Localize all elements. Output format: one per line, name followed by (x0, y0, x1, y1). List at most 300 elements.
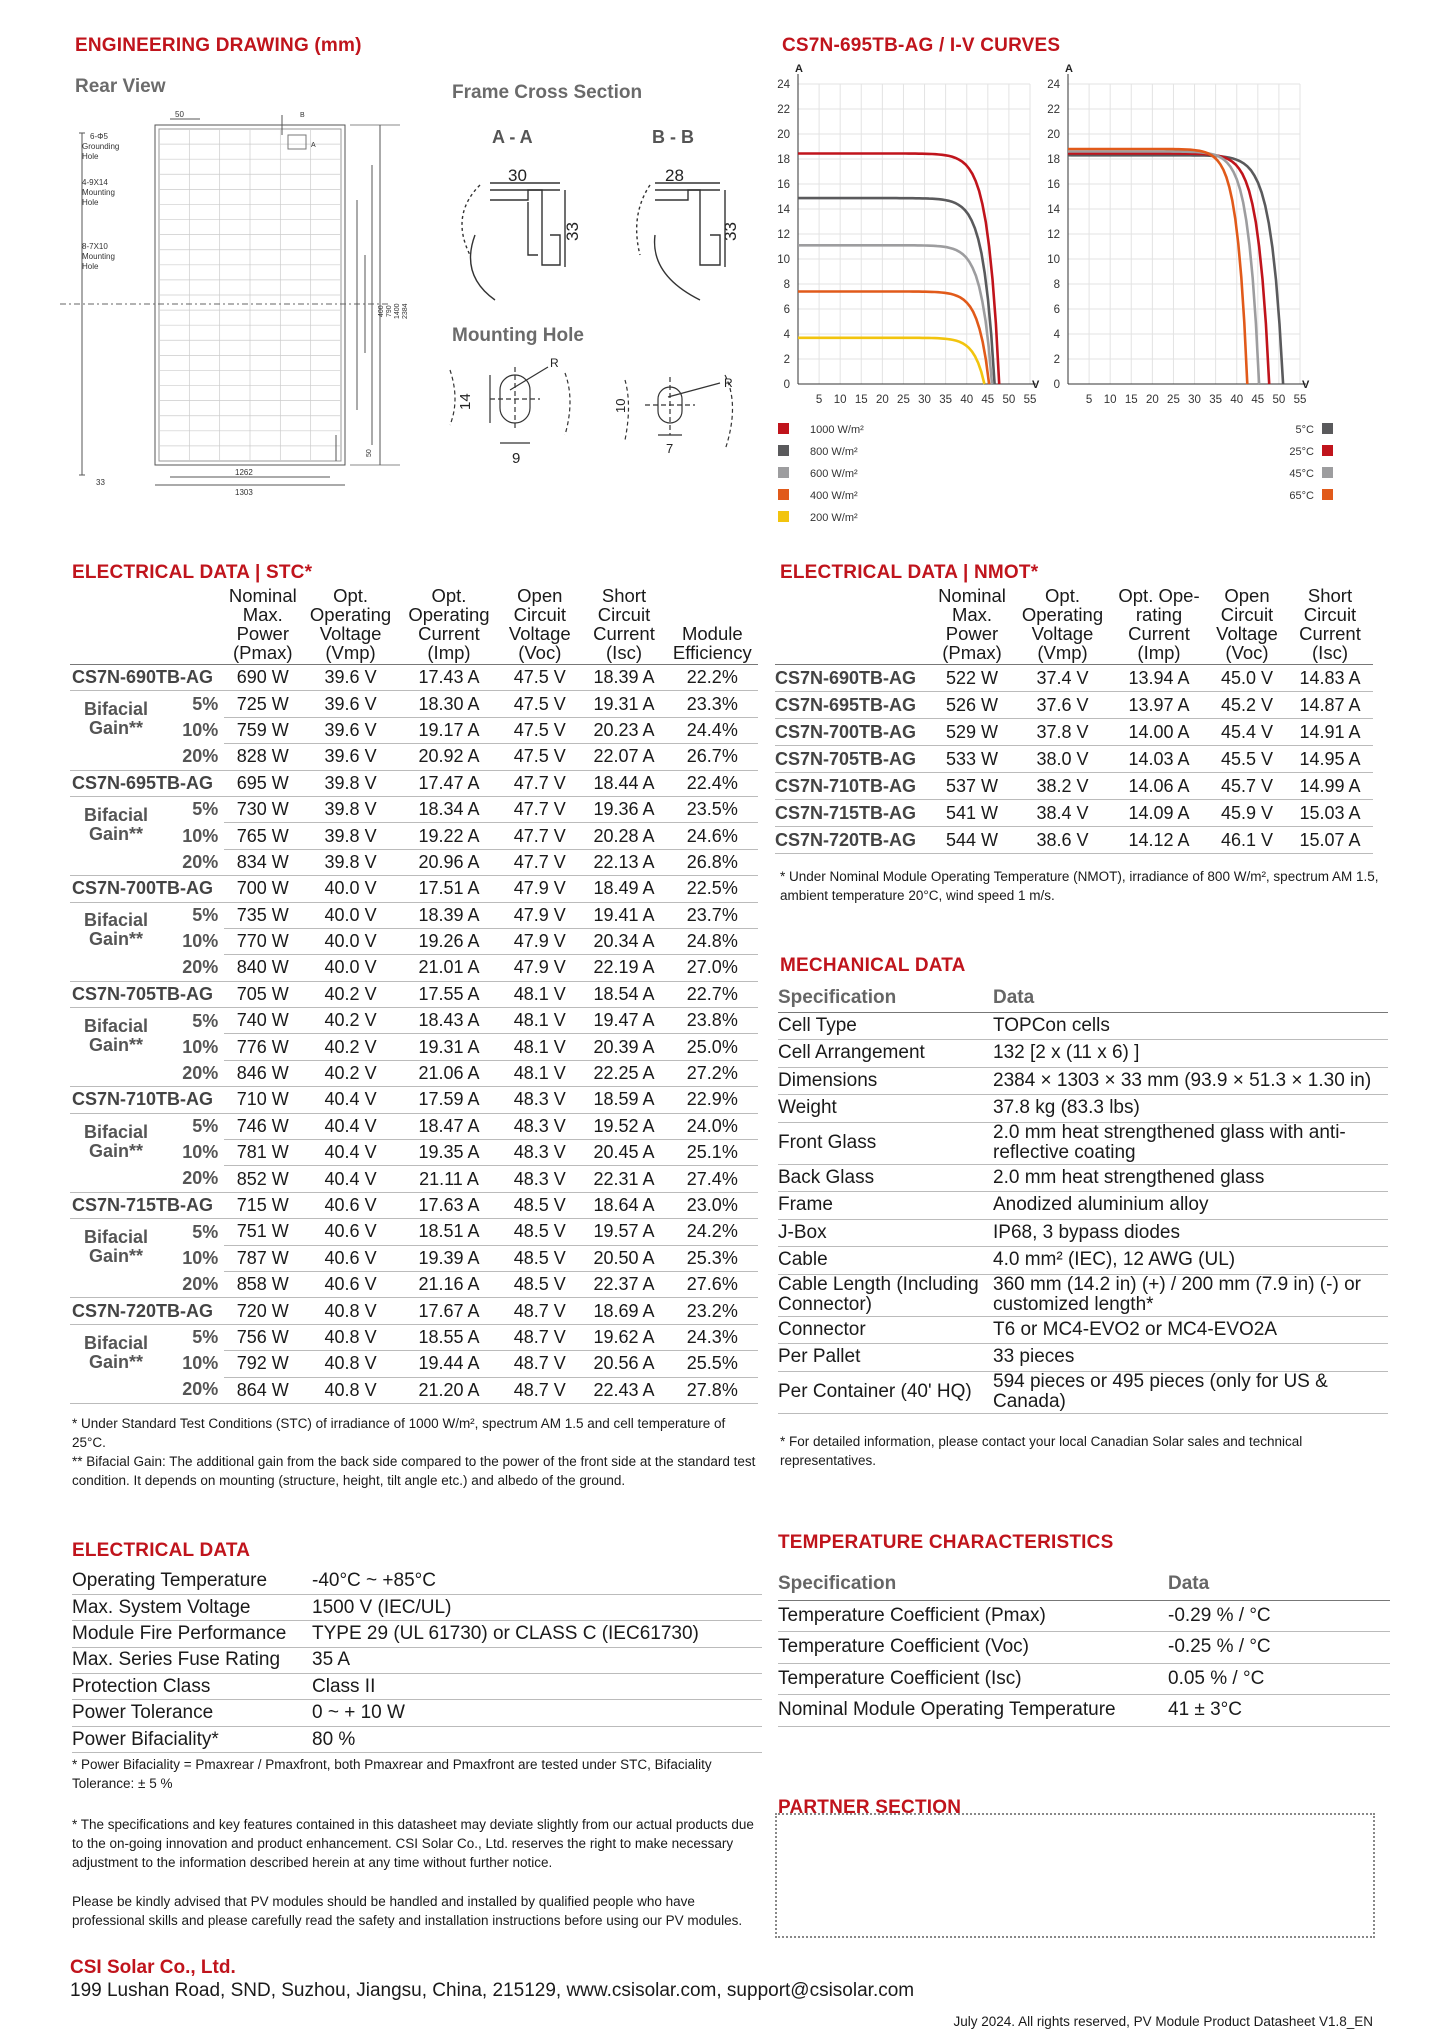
nmot-title: ELECTRICAL DATA | NMOT* (780, 562, 1039, 583)
stc-gain-pct-value: 20% (182, 1379, 219, 1400)
stc-gain-pct-value: 10% (182, 1036, 219, 1057)
stc-cell: 47.9 V (498, 876, 581, 902)
stc-cell: 705 W (224, 981, 301, 1007)
stc-cell: 26.8% (667, 849, 758, 875)
section-b-profile (637, 183, 725, 300)
footer-company: CSI Solar Co., Ltd. (70, 1957, 236, 1978)
stc-cell: 22.5% (667, 876, 758, 902)
stc-cell: 39.8 V (301, 770, 399, 796)
frame-cross-section-label: Frame Cross Section (452, 82, 643, 103)
stc-cell: 47.5 V (498, 717, 581, 743)
stc-gain-pct-value: 20% (182, 957, 219, 978)
nmot-cell: 37.6 V (1014, 692, 1111, 719)
stc-model-name: CS7N-715TB-AG (70, 1192, 224, 1218)
nmot-cell: 38.0 V (1014, 746, 1111, 773)
stc-model-name: CS7N-720TB-AG (70, 1298, 224, 1324)
stc-cell: 22.43 A (581, 1377, 666, 1403)
iv-y-tick-label: 2 (783, 354, 790, 366)
temperature-header-data: Data (1168, 1570, 1390, 1600)
stc-cell: 787 W (224, 1245, 301, 1271)
legend-swatch (1322, 489, 1333, 500)
legend-label: 5°C (1295, 424, 1314, 436)
dim-400-label: 400 (378, 305, 385, 317)
stc-bifacial-row (70, 1166, 758, 1192)
iv-axis-v-label: V (1032, 379, 1040, 391)
stc-gain-pct (70, 910, 224, 954)
stc-cell: 700 W (224, 876, 301, 902)
stc-cell: 47.7 V (498, 823, 581, 849)
stc-gain-pct-value: 10% (182, 1142, 219, 1163)
electrical-row (72, 1594, 762, 1620)
stc-model-row (70, 770, 758, 796)
stc-cell: 18.49 A (581, 876, 666, 902)
stc-note-2: ** Bifacial Gain: The additional gain from the back side compared to the power of the front side at the standard test condition. It depends on mounting (structure, height, tilt angle etc.) and albedo of the ground. (72, 1454, 756, 1488)
nmot-cell: 14.83 A (1287, 665, 1373, 692)
stc-header-isc: Short Circuit Current (Isc) (581, 586, 666, 665)
stc-gain-pct-value: 20% (182, 851, 219, 872)
stc-cell: 22.4% (667, 770, 758, 796)
stc-cell: 22.31 A (581, 1166, 666, 1192)
stc-gain-pct (70, 1332, 224, 1377)
stc-cell: 40.0 V (301, 955, 399, 981)
stc-cell: 21.20 A (400, 1377, 498, 1403)
nmot-header-voc: Open Circuit Voltage (Voc) (1207, 586, 1287, 665)
electrical-spec: Max. Series Fuse Rating (72, 1647, 312, 1673)
nmot-note: * Under Nominal Module Operating Temperature (NMOT), irradiance of 800 W/m², spectrum AM 1.5, ambient temperature 20°C, wind speed 1 m/s. (780, 869, 1379, 903)
stc-header-pmax: Nominal Max. Power (Pmax) (224, 586, 301, 665)
nmot-model-name: CS7N-720TB-AG (775, 827, 930, 854)
mechanical-spec: Dimensions (778, 1067, 993, 1095)
stc-cell: 725 W (224, 691, 301, 717)
dim-2384-label: 2384 (402, 303, 409, 319)
legend-swatch (1322, 467, 1333, 478)
dim-790-label: 790 (386, 305, 393, 317)
stc-gain-pct (70, 1166, 224, 1192)
stc-cell: 735 W (224, 902, 301, 928)
temperature-value: -0.29 % / °C (1168, 1600, 1390, 1632)
iv-y-tick-label: 0 (1053, 379, 1060, 391)
grounding-hole-line2: Grounding (82, 142, 120, 151)
stc-cell: 22.19 A (581, 955, 666, 981)
iv-x-tick-label: 35 (939, 394, 953, 406)
nmot-cell: 14.03 A (1111, 746, 1207, 773)
nmot-cell: 522 W (930, 665, 1014, 692)
stc-gain-pct-value: 10% (182, 825, 219, 846)
stc-cell: 18.59 A (581, 1087, 666, 1113)
mechanical-spec: Cable (778, 1247, 993, 1275)
nmot-cell: 14.06 A (1111, 773, 1207, 800)
mechanical-row (778, 1192, 1388, 1220)
bb-width-label: 28 (665, 166, 684, 185)
stc-cell: 40.4 V (301, 1166, 399, 1192)
nmot-cell: 15.03 A (1287, 800, 1373, 827)
temperature-header-row (778, 1570, 1390, 1600)
stc-cell: 759 W (224, 717, 301, 743)
stc-cell: 22.25 A (581, 1060, 666, 1086)
stc-gain-pct-value: 10% (182, 1247, 219, 1268)
stc-cell: 834 W (224, 849, 301, 875)
stc-cell: 18.39 A (581, 665, 666, 691)
iv-y-tick-label: 16 (777, 179, 790, 191)
mechanical-spec: Per Container (40' HQ) (778, 1371, 993, 1413)
nmot-cell: 14.95 A (1287, 746, 1373, 773)
mechanical-value: 37.8 kg (83.3 lbs) (993, 1095, 1388, 1123)
stc-cell: 47.5 V (498, 744, 581, 770)
stc-cell: 48.7 V (498, 1377, 581, 1403)
legend-label: 600 W/m² (810, 468, 858, 480)
temperature-value: -0.25 % / °C (1168, 1632, 1390, 1664)
electrical-value: Class II (312, 1674, 762, 1700)
stc-cell: 17.67 A (400, 1298, 498, 1324)
stc-gain-pct (70, 744, 224, 770)
stc-cell: 20.23 A (581, 717, 666, 743)
electrical-spec: Max. System Voltage (72, 1594, 312, 1620)
mechanical-spec: Cell Arrangement (778, 1040, 993, 1068)
electrical-title: ELECTRICAL DATA (72, 1540, 251, 1561)
stc-header-row (70, 586, 758, 665)
nmot-cell: 14.12 A (1111, 827, 1207, 854)
legend-swatch (778, 467, 789, 478)
stc-gain-pct-value: 5% (192, 1010, 219, 1031)
stc-cell: 27.0% (667, 955, 758, 981)
stc-cell: 40.6 V (301, 1219, 399, 1245)
electrical-value: 1500 V (IEC/UL) (312, 1594, 762, 1620)
temperature-table (778, 1570, 1390, 1727)
mechanical-header-spec: Specification (778, 986, 993, 1012)
nmot-cell: 45.9 V (1207, 800, 1287, 827)
iv-y-tick-label: 20 (777, 129, 790, 141)
electrical-note: * Power Bifaciality = Pmaxrear / Pmaxfront, both Pmaxrear and Pmaxfront are tested under STC, Bifaciality Tolerance: ± 5 % (72, 1757, 712, 1791)
mechanical-value: IP68, 3 bypass diodes (993, 1219, 1388, 1247)
mechanical-value: 4.0 mm² (IEC), 12 AWG (UL) (993, 1247, 1388, 1275)
stc-cell: 27.2% (667, 1060, 758, 1086)
stc-cell: 695 W (224, 770, 301, 796)
iv-y-tick-label: 16 (1047, 179, 1060, 191)
stc-cell: 39.6 V (301, 717, 399, 743)
mh1-height-label: 14 (457, 393, 474, 410)
stc-header-vmp: Opt. Operating Voltage (Vmp) (301, 586, 399, 665)
mechanical-row (778, 1219, 1388, 1247)
stc-cell: 18.51 A (400, 1219, 498, 1245)
mechanical-value: 2384 × 1303 × 33 mm (93.9 × 51.3 × 1.30 in) (993, 1067, 1388, 1095)
stc-cell: 23.3% (667, 691, 758, 717)
iv-x-tick-label: 50 (1002, 394, 1016, 406)
stc-cell: 19.44 A (400, 1351, 498, 1377)
stc-cell: 47.9 V (498, 955, 581, 981)
iv-x-tick-label: 45 (1251, 394, 1265, 406)
dim-50b-label: 50 (366, 449, 373, 457)
electrical-value: 0 ~ + 10 W (312, 1700, 762, 1726)
mounting-hole2-line3: Hole (82, 262, 99, 271)
mechanical-row (778, 1095, 1388, 1123)
stc-cell: 22.9% (667, 1087, 758, 1113)
stc-gain-pct (70, 1227, 224, 1271)
iv-x-tick-label: 30 (1188, 394, 1201, 406)
nmot-cell: 46.1 V (1207, 827, 1287, 854)
stc-cell: 23.7% (667, 902, 758, 928)
stc-cell: 24.2% (667, 1219, 758, 1245)
stc-cell: 40.6 V (301, 1192, 399, 1218)
stc-model-row (70, 981, 758, 1007)
stc-cell: 770 W (224, 928, 301, 954)
iv-y-tick-label: 22 (777, 104, 790, 116)
stc-cell: 48.3 V (498, 1166, 581, 1192)
engineering-drawing-title: ENGINEERING DRAWING (mm) (75, 35, 362, 56)
nmot-cell: 45.4 V (1207, 719, 1287, 746)
iv-curves-title: CS7N-695TB-AG / I-V CURVES (782, 35, 1061, 56)
iv-y-tick-label: 10 (1047, 254, 1060, 266)
dim-1303-label: 1303 (235, 488, 253, 497)
stc-cell: 40.4 V (301, 1087, 399, 1113)
stc-model-name: CS7N-690TB-AG (70, 665, 224, 691)
engineering-drawing (60, 105, 760, 505)
stc-bifacial-row (70, 1113, 758, 1139)
stc-cell: 40.4 V (301, 1140, 399, 1166)
stc-cell: 48.5 V (498, 1219, 581, 1245)
stc-cell: 40.0 V (301, 928, 399, 954)
mounting-hole1-line2: Mounting (82, 188, 115, 197)
nmot-cell: 45.2 V (1207, 692, 1287, 719)
stc-cell: 18.64 A (581, 1192, 666, 1218)
mechanical-header-data: Data (993, 986, 1388, 1012)
stc-cell: 18.55 A (400, 1324, 498, 1350)
stc-bifacial-row (70, 849, 758, 875)
mechanical-title: MECHANICAL DATA (780, 955, 966, 976)
nmot-cell: 14.00 A (1111, 719, 1207, 746)
stc-gain-pct (70, 955, 224, 981)
stc-bifacial-row (70, 823, 758, 849)
bifacial-gain-label: Bifacial Gain** (84, 1121, 149, 1161)
nmot-cell: 537 W (930, 773, 1014, 800)
nmot-header-isc: Short Circuit Current (Isc) (1287, 586, 1373, 665)
mechanical-value: 132 [2 x (11 x 6) ] (993, 1040, 1388, 1068)
stc-cell: 846 W (224, 1060, 301, 1086)
stc-cell: 48.1 V (498, 981, 581, 1007)
stc-cell: 19.62 A (581, 1324, 666, 1350)
legend-label: 1000 W/m² (810, 424, 864, 436)
iv-x-tick-label: 20 (1145, 394, 1159, 406)
nmot-cell: 14.87 A (1287, 692, 1373, 719)
dim-1400-label: 1400 (394, 303, 401, 319)
stc-cell: 40.4 V (301, 1113, 399, 1139)
iv-x-tick-label: 55 (1293, 394, 1307, 406)
stc-cell: 20.50 A (581, 1245, 666, 1271)
iv-panel-2 (1047, 63, 1310, 406)
rear-view-panel (60, 115, 400, 485)
section-b-label: B - B (652, 127, 694, 147)
stc-model-name: CS7N-700TB-AG (70, 876, 224, 902)
legend-label: 200 W/m² (810, 512, 858, 524)
nmot-row (775, 773, 1373, 800)
iv-x-tick-label: 15 (854, 394, 868, 406)
temperature-row (778, 1632, 1390, 1664)
stc-cell: 27.4% (667, 1166, 758, 1192)
nmot-cell: 544 W (930, 827, 1014, 854)
mechanical-header-row (778, 986, 1388, 1012)
stc-cell: 19.36 A (581, 796, 666, 822)
stc-cell: 19.31 A (400, 1034, 498, 1060)
stc-cell: 18.34 A (400, 796, 498, 822)
stc-cell: 18.43 A (400, 1008, 498, 1034)
legend-swatch (778, 511, 789, 522)
stc-cell: 48.1 V (498, 1060, 581, 1086)
iv-panel-1 (777, 63, 1040, 406)
stc-cell: 23.5% (667, 796, 758, 822)
stc-cell: 17.63 A (400, 1192, 498, 1218)
nmot-row (775, 800, 1373, 827)
mechanical-note: * For detailed information, please contact your local Canadian Solar sales and technical representatives. (780, 1434, 1303, 1468)
nmot-model-name: CS7N-710TB-AG (775, 773, 930, 800)
mechanical-spec: Cell Type (778, 1012, 993, 1040)
stc-cell: 23.0% (667, 1192, 758, 1218)
mechanical-value: 360 mm (14.2 in) (+) / 200 mm (7.9 in) (-) or customized length* (993, 1274, 1388, 1316)
temperature-spec: Nominal Module Operating Temperature (778, 1695, 1168, 1727)
iv-y-tick-label: 12 (1047, 229, 1060, 241)
stc-cell: 48.7 V (498, 1324, 581, 1350)
temperature-row (778, 1663, 1390, 1695)
mechanical-row (778, 1371, 1388, 1413)
stc-cell: 47.7 V (498, 796, 581, 822)
bifacial-gain-label: Bifacial Gain** (84, 910, 149, 950)
legend-label: 800 W/m² (810, 446, 858, 458)
mechanical-row (778, 1247, 1388, 1275)
stc-cell: 40.2 V (301, 1060, 399, 1086)
nmot-cell: 541 W (930, 800, 1014, 827)
mounting-hole2-line2: Mounting (82, 252, 115, 261)
nmot-header-imp: Opt. Ope- rating Current (Imp) (1111, 586, 1207, 665)
electrical-table (72, 1568, 762, 1753)
stc-cell: 25.1% (667, 1140, 758, 1166)
stc-cell: 22.07 A (581, 744, 666, 770)
stc-cell: 47.5 V (498, 665, 581, 691)
iv-axis-a-label: A (795, 63, 803, 75)
iv-x-tick-label: 10 (1103, 394, 1117, 406)
stc-cell: 40.8 V (301, 1324, 399, 1350)
stc-cell: 48.7 V (498, 1298, 581, 1324)
legend-swatch (778, 489, 789, 500)
iv-y-tick-label: 10 (777, 254, 790, 266)
stc-cell: 19.31 A (581, 691, 666, 717)
stc-cell: 22.7% (667, 981, 758, 1007)
stc-cell: 39.6 V (301, 665, 399, 691)
iv-x-tick-label: 20 (875, 394, 889, 406)
stc-gain-pct (70, 804, 224, 849)
stc-cell: 19.22 A (400, 823, 498, 849)
stc-cell: 39.6 V (301, 744, 399, 770)
iv-x-tick-label: 35 (1209, 394, 1223, 406)
iv-x-tick-label: 5 (815, 394, 823, 406)
mh1-r-label: R (550, 356, 559, 370)
electrical-row (72, 1621, 762, 1647)
stc-cell: 19.26 A (400, 928, 498, 954)
stc-cell: 17.55 A (400, 981, 498, 1007)
stc-cell: 840 W (224, 955, 301, 981)
stc-gain-pct (70, 699, 224, 743)
mechanical-value: TOPCon cells (993, 1012, 1388, 1040)
bifacial-gain-label: Bifacial Gain** (84, 1227, 149, 1267)
electrical-spec: Power Bifaciality* (72, 1726, 312, 1752)
stc-cell: 39.8 V (301, 823, 399, 849)
iv-y-tick-label: 6 (783, 304, 790, 316)
stc-cell: 20.45 A (581, 1140, 666, 1166)
stc-gain-pct-value: 5% (192, 1116, 219, 1137)
nmot-cell: 38.4 V (1014, 800, 1111, 827)
stc-cell: 20.56 A (581, 1351, 666, 1377)
stc-cell: 19.35 A (400, 1140, 498, 1166)
stc-cell: 47.9 V (498, 902, 581, 928)
stc-cell: 858 W (224, 1271, 301, 1297)
nmot-row (775, 827, 1373, 854)
temperature-value: 41 ± 3°C (1168, 1695, 1390, 1727)
partner-box (775, 1813, 1375, 1938)
iv-y-tick-label: 24 (777, 79, 790, 91)
rear-view-label: Rear View (75, 76, 166, 97)
mechanical-row (778, 1122, 1388, 1164)
stc-model-name: CS7N-695TB-AG (70, 770, 224, 796)
iv-x-tick-label: 25 (1167, 394, 1180, 406)
stc-cell: 756 W (224, 1324, 301, 1350)
legend-swatch (1322, 445, 1333, 456)
stc-cell: 48.7 V (498, 1351, 581, 1377)
temperature-row (778, 1600, 1390, 1632)
electrical-spec: Module Fire Performance (72, 1621, 312, 1647)
stc-gain-pct (70, 1271, 224, 1297)
mh2-height-label: 10 (613, 398, 628, 413)
mechanical-value: 2.0 mm heat strengthened glass (993, 1164, 1388, 1192)
bifacial-gain-label: Bifacial Gain** (84, 1332, 149, 1372)
stc-cell: 20.92 A (400, 744, 498, 770)
stc-cell: 21.16 A (400, 1271, 498, 1297)
stc-gain-pct-value: 10% (182, 931, 219, 952)
iv-y-tick-label: 0 (783, 379, 790, 391)
temperature-spec: Temperature Coefficient (Pmax) (778, 1600, 1168, 1632)
nmot-cell: 14.09 A (1111, 800, 1207, 827)
stc-cell: 24.4% (667, 717, 758, 743)
stc-cell: 40.8 V (301, 1298, 399, 1324)
bifacial-gain-label: Bifacial Gain** (84, 699, 149, 739)
footer-date: July 2024. All rights reserved, PV Module Product Datasheet V1.8_EN (953, 2014, 1373, 2029)
stc-bifacial-row (70, 1377, 758, 1403)
mechanical-value: 594 pieces or 495 pieces (only for US & Canada) (993, 1371, 1388, 1413)
stc-cell: 19.52 A (581, 1113, 666, 1139)
mechanical-spec: J-Box (778, 1219, 993, 1247)
stc-cell: 23.8% (667, 1008, 758, 1034)
iv-y-tick-label: 8 (1053, 279, 1060, 291)
nmot-header-row (775, 586, 1373, 665)
mh1-width-label: 9 (512, 450, 521, 467)
stc-cell: 39.8 V (301, 849, 399, 875)
temperature-spec: Temperature Coefficient (Voc) (778, 1632, 1168, 1664)
nmot-header-vmp: Opt. Operating Voltage (Vmp) (1014, 586, 1111, 665)
temperature-title: TEMPERATURE CHARACTERISTICS (778, 1532, 1114, 1553)
iv-y-tick-label: 22 (1047, 104, 1060, 116)
stc-cell: 720 W (224, 1298, 301, 1324)
stc-cell: 25.5% (667, 1351, 758, 1377)
stc-cell: 730 W (224, 796, 301, 822)
nmot-header-pmax: Nominal Max. Power (Pmax) (930, 586, 1014, 665)
aa-width-label: 30 (508, 166, 527, 185)
stc-gain-pct (70, 849, 224, 875)
stc-cell: 40.6 V (301, 1245, 399, 1271)
stc-cell: 18.44 A (581, 770, 666, 796)
stc-header-imp: Opt. Operating Current (Imp) (400, 586, 498, 665)
stc-cell: 690 W (224, 665, 301, 691)
bb-height-label: 33 (721, 222, 740, 241)
nmot-model-name: CS7N-695TB-AG (775, 692, 930, 719)
stc-title: ELECTRICAL DATA | STC* (72, 562, 313, 583)
stc-cell: 17.59 A (400, 1087, 498, 1113)
mechanical-spec: Connector (778, 1316, 993, 1344)
